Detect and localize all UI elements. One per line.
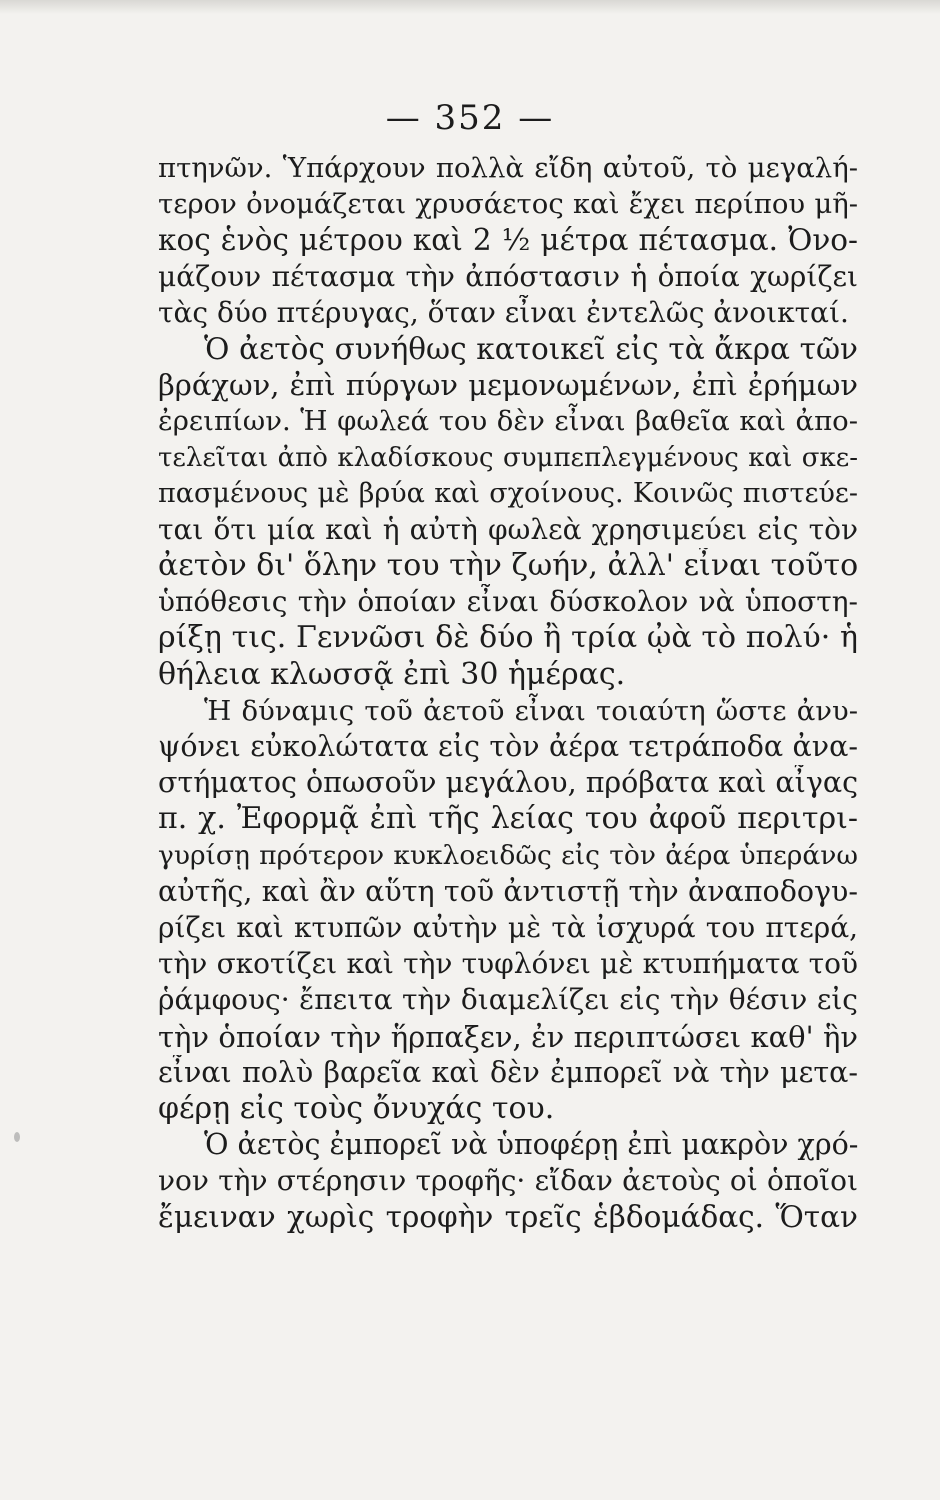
paper-spot [14, 1132, 20, 1142]
text-line: θήλεια κλωσσᾷ ἐπὶ 30 ἡμέρας. [158, 656, 626, 692]
text-line: εἶναι πολὺ βαρεῖα καὶ δὲν ἐμπορεῖ νὰ τὴν μετα- [158, 1055, 858, 1089]
text-line: φέρῃ εἰς τοὺς ὄνυχάς του. [158, 1090, 555, 1126]
text-line: ἀετὸν δι' ὅλην του τὴν ζωήν, ἀλλ' εἶναι τοῦτο [158, 548, 858, 584]
text-line: πτηνῶν. Ὑπάρχουν πολλὰ εἴδη αὐτοῦ, τὸ μεγαλή- [158, 152, 858, 184]
text-line: στήματος ὁπωσοῦν μεγάλου, πρόβατα καὶ αἶγας [158, 766, 858, 800]
text-line: μάζουν πέτασμα τὴν ἀπόστασιν ἡ ὁποία χωρίζει [158, 259, 858, 293]
text-line: ται ὅτι μία καὶ ἡ αὐτὴ φωλεὰ χρησιμεύει εἰς τὸν [158, 512, 858, 546]
page-top-edge [0, 0, 940, 14]
text-line: κος ἑνὸς μέτρου καὶ 2 ½ μέτρα πέτασμα. Ὀνο- [158, 223, 858, 258]
text-line: ρίξῃ τις. Γεννῶσι δὲ δύο ἢ τρία ᾠὰ τὸ πολύ· ἡ [158, 620, 858, 656]
text-line: τὰς δύο πτέρυγας, ὅταν εἶναι ἐντελῶς ἀνοικταί. [158, 295, 849, 329]
text-line: αὐτῆς, καὶ ἂν αὕτη τοῦ ἀντιστῇ τὴν ἀναποδογυ- [158, 874, 858, 908]
text-line: πασμένους μὲ βρύα καὶ σχοίνους. Κοινῶς πιστεύε- [158, 477, 858, 509]
text-line: Ὁ ἀετὸς ἐμπορεῖ νὰ ὑποφέρῃ ἐπὶ μακρὸν χρό- [204, 1128, 858, 1162]
text-line: Ὁ ἀετὸς συνήθως κατοικεῖ εἰς τὰ ἄκρα τῶν [204, 331, 858, 366]
text-line: π. χ. Ἐφορμᾷ ἐπὶ τῆς λείας του ἀφοῦ περιτρι- [158, 801, 858, 837]
text-line: ψόνει εὐκολώτατα εἰς τὸν ἀέρα τετράποδα ἀνα- [158, 730, 858, 763]
text-line: τὴν σκοτίζει καὶ τὴν τυφλόνει μὲ κτυπήματα τοῦ [158, 947, 858, 981]
body-text [158, 150, 858, 1236]
text-line: νον τὴν στέρησιν τροφῆς· εἴδαν ἀετοὺς οἱ ὁποῖοι [158, 1164, 858, 1198]
text-line: τερον ὀνομάζεται χρυσάετος καὶ ἔχει περίπου μῆ- [158, 188, 858, 221]
page-number: — 352 — [385, 98, 555, 138]
text-line: βράχων, ἐπὶ πύργων μεμονωμένων, ἐπὶ ἐρήμων [158, 368, 858, 403]
text-line: ἐρειπίων. Ἡ φωλεά του δὲν εἶναι βαθεῖα καὶ ἀπο- [158, 405, 858, 438]
text-line: ρίζει καὶ κτυπῶν αὐτὴν μὲ τὰ ἰσχυρά του πτερά, [158, 910, 858, 944]
text-line: Ἡ δύναμις τοῦ ἀετοῦ εἶναι τοιαύτη ὥστε ἀνυ- [204, 694, 858, 727]
text-line: γυρίσῃ πρότερον κυκλοειδῶς εἰς τὸν ἀέρα ὑπεράνω [158, 839, 858, 871]
text-line: ὑπόθεσις τὴν ὁποίαν εἶναι δύσκολον νὰ ὑποστη- [158, 585, 858, 619]
text-line: ῥάμφους· ἔπειτα τὴν διαμελίζει εἰς τὴν θέσιν εἰς [158, 983, 858, 1017]
text-line: τὴν ὁποίαν τὴν ἥρπαξεν, ἐν περιπτώσει καθ' ἣν [158, 1019, 858, 1054]
text-line: ἔμειναν χωρὶς τροφὴν τρεῖς ἑβδομάδας. Ὅταν [158, 1200, 858, 1235]
text-line: τελεῖται ἀπὸ κλαδίσκους συμπεπλεγμένους καὶ σκε- [158, 442, 858, 473]
